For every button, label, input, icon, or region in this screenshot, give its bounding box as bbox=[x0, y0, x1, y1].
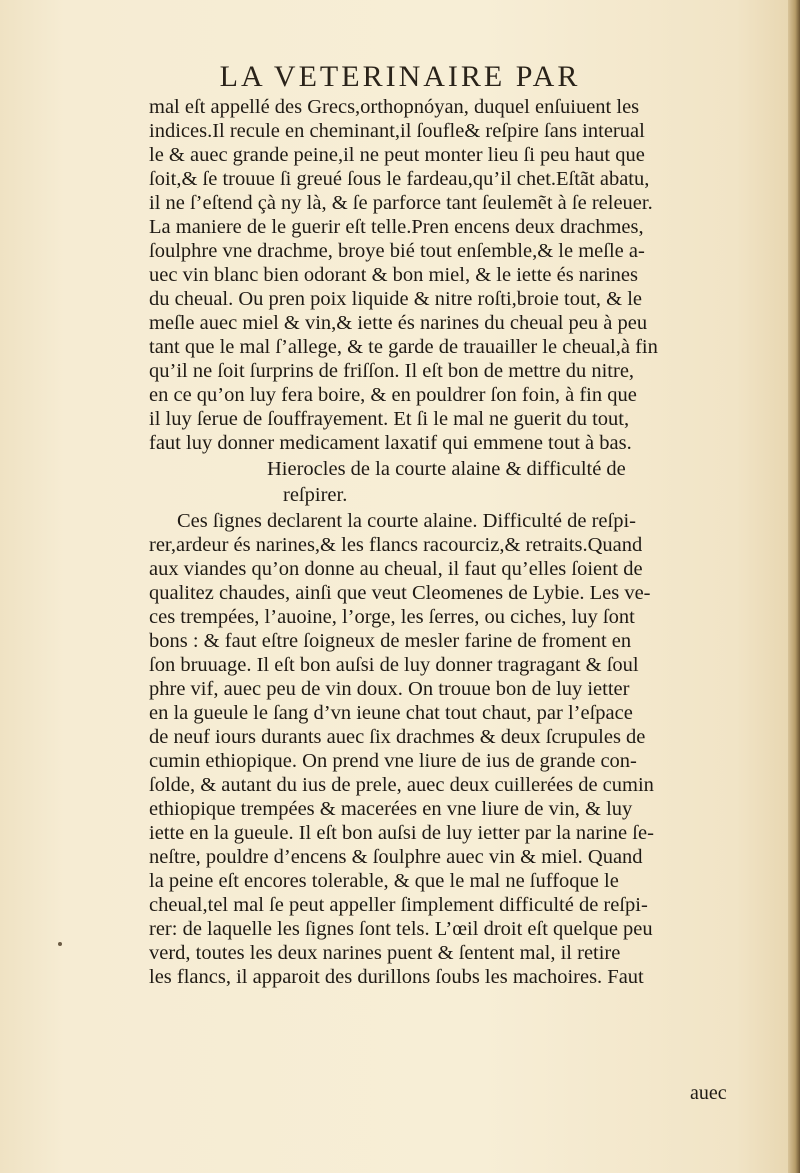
text-line: meſle auec miel & vin,& iette és narines du cheual peu à peu bbox=[149, 312, 648, 334]
text-line: mal eſt appellé des Grecs,orthopnóyan, duquel enſuiuent les bbox=[149, 96, 640, 118]
text-line: phre vif, auec peu de vin doux. On trouue bon de luy ietter bbox=[149, 678, 630, 700]
section-heading-cont: reſpirer. bbox=[283, 484, 348, 506]
text-line: uec vin blanc bien odorant & bon miel, & le iette és narines bbox=[149, 264, 639, 286]
ink-speck bbox=[58, 942, 62, 946]
text-line: ſoit,& ſe trouue ſi greué ſous le fardeau,qu’il chet.Eſtãt abatu, bbox=[149, 168, 650, 190]
text-line: cumin ethiopique. On prend vne liure de ius de grande con- bbox=[149, 750, 637, 772]
text-line: de neuf iours durants auec ſix drachmes & deux ſcrupules de bbox=[149, 726, 646, 748]
text-line: Ces ſignes declarent la courte alaine. Difficulté de reſpi- bbox=[177, 510, 636, 532]
text-line: du cheual. Ou pren poix liquide & nitre roſti,broie tout, & le bbox=[149, 288, 643, 310]
text-line: la peine eſt encores tolerable, & que le mal ne ſuffoque le bbox=[149, 870, 619, 892]
running-header: LA VETERINAIRE PAR bbox=[219, 60, 581, 93]
text-line: ethiopique trempées & macerées en vne liure de vin, & luy bbox=[149, 798, 633, 820]
text-line: il ne ſ’eſtend çà ny là, & ſe parforce tant ſeulemẽt à ſe releuer. bbox=[149, 192, 653, 214]
page-edge bbox=[788, 0, 800, 1173]
text-line: il luy ſerue de ſouffrayement. Et ſi le mal ne guerit du tout, bbox=[149, 408, 630, 430]
text-line: le & auec grande peine,il ne peut monter lieu ſi peu haut que bbox=[149, 144, 645, 166]
text-line: La maniere de le guerir eſt telle.Pren encens deux drachmes, bbox=[149, 216, 644, 238]
text-line: ſolde, & autant du ius de prele, auec deux cuillerées de cumin bbox=[149, 774, 654, 796]
text-line: en la gueule le ſang d’vn ieune chat tout chaut, par l’eſpace bbox=[149, 702, 633, 724]
text-line: qu’il ne ſoit ſurprins de friſſon. Il eſt bon de mettre du nitre, bbox=[149, 360, 635, 382]
text-line: cheual,tel mal ſe peut appeller ſimplement difficulté de reſpi- bbox=[149, 894, 648, 916]
text-line: indices.Il recule en cheminant,il ſoufle& reſpire ſans interual bbox=[149, 120, 645, 142]
text-line: iette en la gueule. Il eſt bon auſsi de luy ietter par la narine ſe- bbox=[149, 822, 654, 844]
text-line: ſon bruuage. Il eſt bon auſsi de luy donner tragragant & ſoul bbox=[149, 654, 639, 676]
text-line: ſoulphre vne drachme, broye bié tout enſemble,& le meſle a- bbox=[149, 240, 645, 262]
text-line: verd, toutes les deux narines puent & ſentent mal, il retire bbox=[149, 942, 621, 964]
text-line: rer,ardeur és narines,& les flancs racourciz,& retraits.Quand bbox=[149, 534, 643, 556]
text-line: aux viandes qu’on donne au cheual, il faut qu’elles ſoient de bbox=[149, 558, 643, 580]
text-line: neſtre, pouldre d’encens & ſoulphre auec vin & miel. Quand bbox=[149, 846, 643, 868]
catchword: auec bbox=[690, 1082, 727, 1104]
text-line: faut luy donner medicament laxatif qui emmene tout à bas. bbox=[149, 432, 632, 454]
text-line: les flancs, il apparoit des durillons ſoubs les machoires. Faut bbox=[149, 966, 644, 988]
text-line: qualitez chaudes, ainſi que veut Cleomenes de Lybie. Les ve- bbox=[149, 582, 651, 604]
text-line: bons : & faut eſtre ſoigneux de mesler farine de froment en bbox=[149, 630, 632, 652]
text-line: ces trempées, l’auoine, l’orge, les ſerres, ou ciches, luy ſont bbox=[149, 606, 635, 628]
section-heading: Hierocles de la courte alaine & difficulté de bbox=[267, 458, 626, 480]
text-line: tant que le mal ſ’allege, & te garde de trauailler le cheual,à fin bbox=[149, 336, 658, 358]
text-line: en ce qu’on luy fera boire, & en pouldrer ſon foin, à fin que bbox=[149, 384, 637, 406]
text-line: rer: de laquelle les ſignes ſont tels. L’œil droit eſt quelque peu bbox=[149, 918, 653, 940]
